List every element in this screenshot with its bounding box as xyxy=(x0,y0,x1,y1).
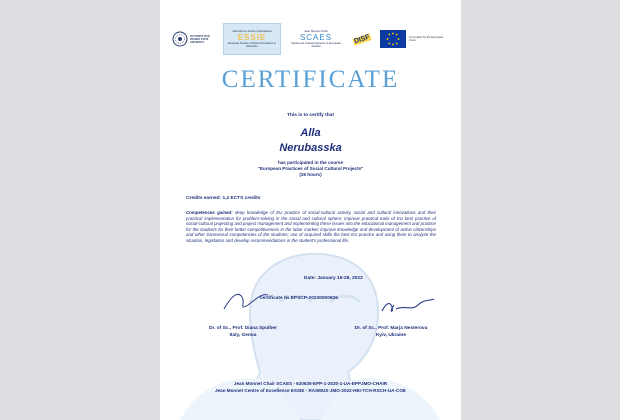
university-seal-icon xyxy=(172,31,188,47)
certificate-number xyxy=(260,296,338,301)
competences-text: deep knowledge of EU practice of social-cultural activity, social and cultural innovations and their practical implementation for problem-solving in the social and cultural sphere; improve practical tools of EU best practice of social-cultural projecting and project management and implementing these issues into the educational management and practice for the students for their better competitiveness in the labor market; improve knowledge and development of active citizenships and other transversal competencies of the students; use of acquired skills the best EU practice and using them to analyze the situation, legislation and develop recommendations in the student's professional life. xyxy=(186,210,437,243)
scaes-big: SCAES xyxy=(299,32,333,42)
disf-text: DISF xyxy=(353,33,371,45)
signer-nesterova-location: Kyiv, Ukraine xyxy=(375,333,407,338)
signature-nesterova xyxy=(378,295,436,317)
scaes-top: Jean Monnet Chair xyxy=(304,28,328,33)
signer-nesterova-name: Dr. of Sc., Prof. Marja Nesterova xyxy=(354,326,428,331)
signer-spulber-location: Italy, Genoa xyxy=(229,333,257,338)
course-hours: (36 hours) xyxy=(299,172,322,177)
eu-flag-icon xyxy=(380,30,406,48)
competences-heading: Competences gained: xyxy=(186,210,233,215)
course-title: "European Practices of Social Cultural Projects" xyxy=(257,166,364,171)
scaes-bottom: Social and Cultural Aspects of European Studies xyxy=(290,40,342,49)
recipient-first-name: Alla xyxy=(300,127,321,139)
university-logo xyxy=(172,31,216,47)
course-line-1: has participated in the course xyxy=(277,160,344,165)
signer-nesterova xyxy=(336,325,446,339)
certificate-number-label: certificate № xyxy=(260,296,290,301)
essie-big: ESSIE xyxy=(237,32,267,42)
credits-earned: Credits earned: 1,2 ECTS credits xyxy=(186,196,261,201)
essie-logo xyxy=(223,23,281,55)
signer-spulber xyxy=(188,325,298,339)
certificate-title: CERTIFICATE xyxy=(221,66,400,93)
competences-paragraph xyxy=(186,210,436,244)
certificate-number-value: EPSCP-20230000626 xyxy=(290,296,338,301)
logo-header xyxy=(172,22,450,56)
signer-spulber-name: Dr. of Sc., Prof. Diana Spulber xyxy=(209,326,277,331)
eu-label: Co-funded by the European Union xyxy=(409,34,444,42)
certificate-page xyxy=(160,0,461,420)
project-footer xyxy=(160,380,461,394)
university-label: ZHYTOMYR IVAN FRANKO STATE UNIVERSITY xyxy=(190,34,210,44)
signature-spulber xyxy=(218,287,274,315)
footer-centre: Jean Monnet Centre of Excellence ESSIE - RASMUS-JMO-2022-HEI-TCH-RSCH-UA-COE xyxy=(215,388,406,393)
course-info xyxy=(160,160,461,178)
certify-text: This is to certify that xyxy=(287,113,334,118)
essie-bottom: European Studies of Social Innovations in Education xyxy=(227,41,277,49)
scaes-logo xyxy=(288,24,344,54)
recipient-last-name: Nerubasska xyxy=(279,142,342,154)
footer-chair: Jean Monnet Chair SCAES - 620635-EPP-1-2020-1-UA-EPPJMO-CHAIR xyxy=(233,381,388,386)
essie-top: Jean Monnet Centre of Excellence xyxy=(232,29,272,33)
disf-logo xyxy=(351,24,373,54)
eu-logo xyxy=(380,30,450,48)
course-date: Date: January 16-28, 2023 xyxy=(304,276,363,281)
